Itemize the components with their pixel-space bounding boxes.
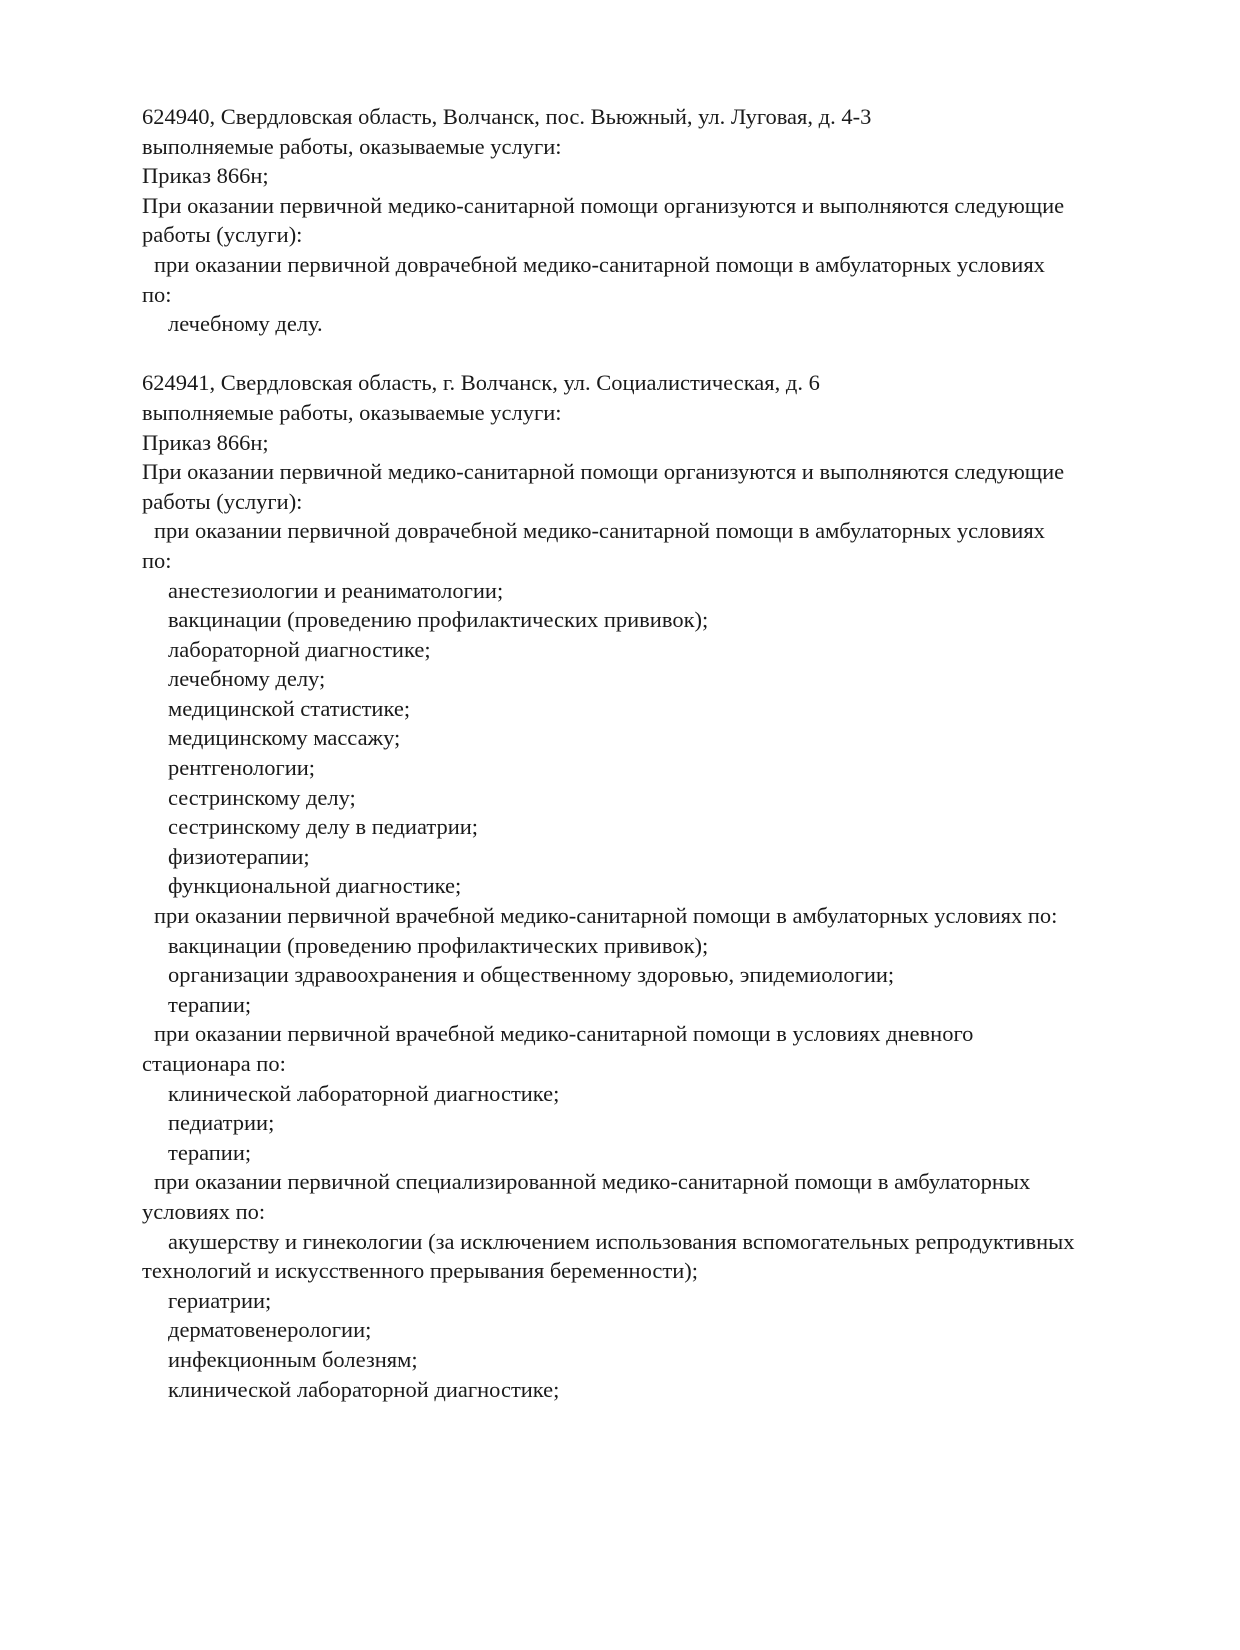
list-item: инфекционным болезням; — [168, 1346, 418, 1372]
section-heading: при оказании первичной врачебной медико-санитарной помощи в амбулаторных условиях по: — [154, 903, 1058, 929]
section-heading-cont: по: — [142, 547, 172, 573]
intro-line-cont: работы (услуги): — [142, 488, 303, 514]
section-heading: при оказании первичной специализированной медико-санитарной помощи в амбулаторных — [154, 1169, 1031, 1195]
list-item: рентгенологии; — [168, 755, 316, 781]
list-item: организации здравоохранения и общественному здоровью, эпидемиологии; — [168, 962, 895, 988]
list-item: вакцинации (проведению профилактических прививок); — [168, 607, 709, 633]
list-item: сестринскому делу в педиатрии; — [168, 814, 479, 840]
works-label: выполняемые работы, оказываемые услуги: — [142, 133, 562, 159]
list-item: физиотерапии; — [168, 843, 310, 869]
list-item: анестезиологии и реаниматологии; — [168, 577, 504, 603]
order-line: Приказ 866н; — [142, 163, 269, 189]
works-label: выполняемые работы, оказываемые услуги: — [142, 399, 562, 425]
list-item: педиатрии; — [168, 1110, 275, 1136]
section-heading: при оказании первичной врачебной медико-санитарной помощи в условиях дневного — [154, 1021, 974, 1047]
section-heading-cont: стационара по: — [142, 1051, 286, 1076]
list-item: лечебному делу; — [168, 666, 326, 692]
list-item: лабораторной диагностике; — [168, 636, 431, 662]
list-item: дерматовенерологии; — [168, 1317, 372, 1343]
list-item: клинической лабораторной диагностике; — [168, 1376, 560, 1402]
list-item: медицинскому массажу; — [168, 725, 401, 751]
document-page — [142, 102, 1152, 1404]
list-item: гериатрии; — [168, 1287, 272, 1313]
address-line: 624941, Свердловская область, г. Волчанск, ул. Социалистическая, д. 6 — [142, 370, 820, 396]
list-item: сестринскому делу; — [168, 784, 356, 810]
order-line: Приказ 866н; — [142, 429, 269, 455]
section-heading: при оказании первичной доврачебной медико-санитарной помощи в амбулаторных условиях — [154, 518, 1045, 544]
list-item: клинической лабораторной диагностике; — [168, 1080, 560, 1106]
section-heading: при оказании первичной доврачебной медико-санитарной помощи в амбулаторных условиях — [154, 251, 1045, 277]
intro-line: При оказании первичной медико-санитарной помощи организуются и выполняются следующие — [142, 459, 1065, 485]
list-item: терапии; — [168, 1139, 252, 1165]
list-item: медицинской статистике; — [168, 695, 411, 721]
list-item: функциональной диагностике; — [168, 873, 462, 899]
list-item: лечебному делу. — [168, 311, 323, 337]
list-item: вакцинации (проведению профилактических прививок); — [168, 932, 709, 958]
list-item: акушерству и гинекологии (за исключением использования вспомогательных репродуктивных — [168, 1228, 1075, 1254]
section-heading-cont: по: — [142, 281, 172, 307]
address-line: 624940, Свердловская область, Волчанск, пос. Вьюжный, ул. Луговая, д. 4-3 — [142, 104, 872, 129]
section-heading-cont: условиях по: — [142, 1198, 266, 1224]
list-item: терапии; — [168, 991, 252, 1017]
list-item-wrap: технологий и искусственного прерывания беременности); — [142, 1258, 699, 1284]
intro-line: При оказании первичной медико-санитарной помощи организуются и выполняются следующие — [142, 192, 1065, 218]
intro-line-cont: работы (услуги): — [142, 222, 303, 248]
block-separator — [142, 339, 1152, 369]
